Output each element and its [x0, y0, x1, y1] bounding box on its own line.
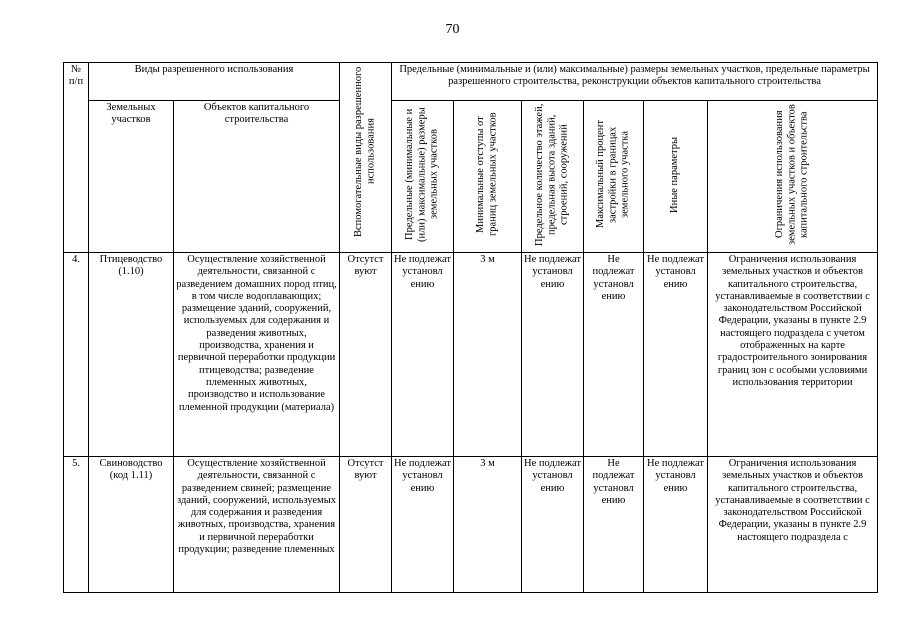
header-num: № п/п [64, 63, 89, 253]
row-plot-sizes: Не подлежат установл ению [392, 253, 454, 457]
table-row [64, 253, 878, 457]
table-row [64, 457, 878, 593]
header-capital-objects: Объектов капитального строительства [174, 101, 340, 253]
page-number: 70 [445, 22, 460, 37]
row-coverage: Не подлежат установл ению [584, 457, 644, 593]
row-other: Не подлежат установл ению [644, 457, 708, 593]
header-max-coverage-text: Максимальный процент застройки в границах земельного участка [595, 120, 631, 229]
header-max-coverage [584, 101, 644, 253]
header-restrictions [708, 101, 878, 253]
row-capital-use: Осуществление хозяйственной деятельности, связанной с разведением домашних пород птиц, в том числе водоплавающих; размещение зданий, сооружений, используемых для содержания и разведения животных, производства, хранения и первичной переработки продукции птицеводства; разведение племенных животных, производство и использование племенной продукции (материала) [174, 253, 340, 457]
row-plot-use: Птицеводство (1.10) [89, 253, 174, 457]
header-row-2 [64, 101, 878, 253]
row-plot-sizes: Не подлежат установл ению [392, 457, 454, 593]
header-restrictions-text: Ограничения использования земельных участков и объектов капитального строительства [774, 104, 810, 245]
row-num: 4. [64, 253, 89, 457]
header-max-floors [522, 101, 584, 253]
row-coverage: Не подлежат установл ению [584, 253, 644, 457]
row-capital-use [174, 457, 340, 593]
header-row-1 [64, 63, 878, 101]
header-plot-sizes [392, 101, 454, 253]
header-land-plots: Земельных участков [89, 101, 174, 253]
header-permitted-uses: Виды разрешенного использования [89, 63, 340, 101]
header-auxiliary-uses [340, 63, 392, 253]
header-max-floors-text: Предельное количество этажей, предельная высота зданий, строений, сооружений [534, 103, 570, 246]
row-floors: Не подлежат установл ению [522, 457, 584, 593]
row-restrictions: Ограничения использования земельных участков и объектов капитального строительства, устанавливаемые в соответствии с законодательством Российской Федерации, указаны в пункте 2.9 настоящего подраздела с учетом отображенных на карте градостроительного зонирования границ зон с особыми условиями использования территории [708, 253, 878, 457]
header-other-params [644, 101, 708, 253]
row-restrictions-text: Ограничения использования земельных участков и объектов капитального строительства, устанавливаемые в соответствии с законодательством Российской Федерации, указаны в пункте 2.9 настоящего подраздела с [715, 458, 870, 543]
row-floors: Не подлежат установл ению [522, 253, 584, 457]
row-other: Не подлежат установл ению [644, 253, 708, 457]
header-auxiliary-uses-text: Вспомогательные виды разрешенного использования [353, 66, 377, 237]
row-restrictions [708, 457, 878, 593]
header-plot-sizes-text: Предельные (минимальные и (или) максимальные) размеры земельных участков [404, 107, 440, 242]
header-min-setbacks [454, 101, 522, 253]
row-capital-use-text: Осуществление хозяйственной деятельности, связанной с разведением свиней; размещение зданий, сооружений, используемых для содержания и разведения животных, производства, хранения и первичной переработки продукции; разведение племенных [176, 458, 337, 556]
row-plot-use: Свиноводство (код 1.11) [89, 457, 174, 593]
header-min-setbacks-text: Минимальные отступы от границ земельных участков [475, 112, 499, 237]
row-setbacks: 3 м [454, 457, 522, 593]
row-auxiliary: Отсутст вуют [340, 457, 392, 593]
row-setbacks: 3 м [454, 253, 522, 457]
zoning-regulations-table [63, 62, 878, 593]
row-num: 5. [64, 457, 89, 593]
header-params-group: Предельные (минимальные и (или) максимальные) размеры земельных участков, предельные параметры разрешенного строительства, реконструкции объектов капитального строительства [392, 63, 878, 101]
row-auxiliary: Отсутст вуют [340, 253, 392, 457]
header-other-params-text: Иные параметры [669, 136, 681, 213]
